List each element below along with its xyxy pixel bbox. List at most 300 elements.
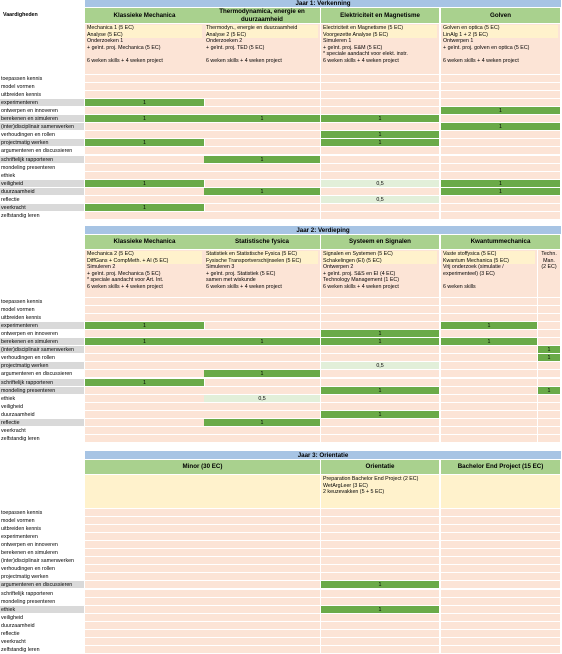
course-line: + geïnt. proj. Mechanica (5 EC) bbox=[87, 44, 161, 51]
course-lines bbox=[206, 25, 318, 65]
skill-label: model vormen bbox=[0, 306, 85, 314]
matrix-cell bbox=[85, 403, 205, 411]
course-line: 6 weken skills + 4 weken project bbox=[323, 58, 399, 65]
course-line: + geïnt. proj. S&S en EI (4 EC) bbox=[323, 270, 396, 277]
matrix-cell bbox=[204, 91, 321, 99]
course-line: 6 weken skills + 4 weken project bbox=[443, 58, 519, 65]
skill-mark: 1 bbox=[538, 346, 561, 354]
matrix-cell bbox=[441, 306, 538, 314]
course-line: + geïnt. proj. Mechanica (5 EC) bbox=[87, 270, 161, 277]
skill-label: berekenen en simuleren bbox=[0, 549, 85, 557]
course-line: Onderzoeken 2 bbox=[206, 38, 243, 45]
matrix-cell bbox=[85, 525, 321, 533]
matrix-cell bbox=[321, 435, 440, 443]
matrix-cell bbox=[85, 533, 321, 541]
skill-label: berekenen en simuleren bbox=[0, 338, 85, 346]
course-line: Analyse (5 EC) bbox=[87, 32, 202, 39]
course-line: Signalen en Systemen (5 EC) bbox=[323, 251, 437, 258]
matrix-cell bbox=[321, 573, 440, 581]
matrix-cell bbox=[85, 354, 205, 362]
matrix-cell bbox=[321, 75, 440, 83]
matrix-cell bbox=[85, 573, 321, 581]
skill-label: toepassen kennis bbox=[0, 298, 85, 306]
matrix-cell bbox=[441, 598, 561, 606]
matrix-cell bbox=[441, 370, 538, 378]
course-details bbox=[85, 24, 205, 75]
course-line: Statistiek en Statistische Fysica (5 EC) bbox=[206, 251, 318, 258]
matrix-cell bbox=[321, 557, 440, 565]
matrix-cell bbox=[85, 370, 205, 378]
skill-label: berekenen en simuleren bbox=[0, 115, 85, 123]
skill-label: experimenteren bbox=[0, 533, 85, 541]
matrix-cell bbox=[204, 172, 321, 180]
matrix-cell bbox=[85, 411, 205, 419]
matrix-cell bbox=[321, 370, 440, 378]
matrix-cell bbox=[441, 99, 561, 107]
course-lines bbox=[443, 25, 558, 65]
matrix-cell bbox=[321, 419, 440, 427]
course-side-line: Man. bbox=[543, 257, 555, 264]
matrix-cell bbox=[204, 306, 321, 314]
matrix-cell bbox=[441, 164, 561, 172]
matrix-cell bbox=[321, 83, 440, 91]
course-details bbox=[204, 250, 321, 298]
matrix-cell bbox=[321, 549, 440, 557]
matrix-cell bbox=[441, 330, 538, 338]
skill-mark: 1 bbox=[321, 115, 440, 123]
skill-mark: 1 bbox=[204, 370, 321, 378]
course-details bbox=[441, 250, 538, 298]
matrix-cell bbox=[441, 614, 561, 622]
skill-label: verhoudingen en rollen bbox=[0, 565, 85, 573]
skill-mark: 1 bbox=[321, 411, 440, 419]
skill-mark: 1 bbox=[441, 107, 561, 115]
matrix-cell bbox=[321, 164, 440, 172]
skill-label: veerkracht bbox=[0, 204, 85, 212]
matrix-cell bbox=[321, 590, 440, 598]
course-line: Vrij onderzoek (simulatie / bbox=[443, 264, 504, 271]
skill-label: toepassen kennis bbox=[0, 75, 85, 83]
skill-label: (inter)disciplinair samenwerken bbox=[0, 557, 85, 565]
skill-label: model vormen bbox=[0, 83, 85, 91]
skill-mark: 1 bbox=[441, 123, 561, 131]
skill-label: schriftelijk rapporteren bbox=[0, 590, 85, 598]
matrix-cell bbox=[321, 525, 440, 533]
matrix-cell bbox=[85, 107, 205, 115]
matrix-cell bbox=[538, 322, 561, 330]
matrix-cell bbox=[321, 306, 440, 314]
matrix-cell bbox=[85, 549, 321, 557]
matrix-cell bbox=[441, 606, 561, 614]
skill-label: duurzaamheid bbox=[0, 188, 85, 196]
skill-mark: 1 bbox=[441, 180, 561, 188]
matrix-cell bbox=[85, 188, 205, 196]
course-line: Voorgezette Analyse (5 EC) bbox=[323, 32, 437, 39]
course-line: WetArgLeer (3 EC) bbox=[323, 482, 368, 489]
matrix-cell bbox=[441, 147, 561, 155]
course-line: Schakelingen (EI) (5 EC) bbox=[323, 258, 437, 265]
matrix-cell bbox=[85, 435, 205, 443]
skill-mark: 1 bbox=[321, 139, 440, 147]
matrix-cell bbox=[85, 606, 321, 614]
matrix-cell bbox=[85, 362, 205, 370]
matrix-cell bbox=[85, 164, 205, 172]
skill-mark: 1 bbox=[204, 115, 321, 123]
skill-label: ontwerpen en innoveren bbox=[0, 330, 85, 338]
matrix-cell bbox=[321, 298, 440, 306]
matrix-cell bbox=[85, 212, 205, 220]
matrix-cell bbox=[85, 419, 205, 427]
course-details bbox=[85, 475, 321, 509]
matrix-cell bbox=[538, 379, 561, 387]
column-header: Golven bbox=[441, 8, 561, 24]
course-lines bbox=[323, 25, 437, 65]
matrix-cell bbox=[538, 419, 561, 427]
matrix-cell bbox=[441, 646, 561, 654]
matrix-cell bbox=[321, 346, 440, 354]
course-line: 6 weken skills + 4 weken project bbox=[87, 284, 163, 291]
skill-mark: 1 bbox=[85, 115, 205, 123]
column-header: Klassieke Mechanica bbox=[85, 235, 205, 250]
matrix-cell bbox=[441, 427, 538, 435]
course-lines bbox=[323, 476, 437, 496]
skill-mark: 0,5 bbox=[321, 362, 440, 370]
skill-label: reflectie bbox=[0, 630, 85, 638]
course-line: + geïnt. proj. golven en optica (5 EC) bbox=[443, 44, 530, 51]
skill-mark: 1 bbox=[321, 387, 440, 395]
column-header: Statistische fysica bbox=[204, 235, 321, 250]
course-line: + geïnt. proj. TED (5 EC) bbox=[206, 44, 265, 51]
course-side-line: (2 EC) bbox=[541, 264, 557, 271]
matrix-cell bbox=[85, 565, 321, 573]
matrix-cell bbox=[204, 164, 321, 172]
matrix-cell bbox=[321, 541, 440, 549]
matrix-cell bbox=[85, 509, 321, 517]
matrix-cell bbox=[204, 99, 321, 107]
matrix-cell bbox=[321, 188, 440, 196]
course-line: Technology Management (1 EC) bbox=[323, 277, 399, 284]
matrix-cell bbox=[85, 314, 205, 322]
matrix-cell bbox=[441, 541, 561, 549]
column-header: Bachelor End Project (15 EC) bbox=[441, 460, 561, 475]
matrix-cell bbox=[538, 395, 561, 403]
matrix-cell bbox=[441, 403, 538, 411]
skill-mark: 1 bbox=[441, 188, 561, 196]
matrix-cell bbox=[85, 330, 205, 338]
matrix-cell bbox=[321, 517, 440, 525]
matrix-cell bbox=[441, 533, 561, 541]
skill-label: uitbreiden kennis bbox=[0, 314, 85, 322]
skill-label: schriftelijk rapporteren bbox=[0, 156, 85, 164]
matrix-cell bbox=[441, 314, 538, 322]
skill-mark: 1 bbox=[321, 330, 440, 338]
matrix-cell bbox=[321, 646, 440, 654]
skill-label: (inter)disciplinair samenwerken bbox=[0, 123, 85, 131]
skill-mark: 1 bbox=[85, 322, 205, 330]
course-lines bbox=[443, 251, 535, 291]
matrix-cell bbox=[538, 314, 561, 322]
skill-label: duurzaamheid bbox=[0, 411, 85, 419]
matrix-cell bbox=[538, 435, 561, 443]
matrix-cell bbox=[441, 298, 538, 306]
label-column-header bbox=[0, 226, 85, 298]
matrix-cell bbox=[85, 395, 205, 403]
matrix-cell bbox=[85, 541, 321, 549]
matrix-cell bbox=[441, 75, 561, 83]
skill-mark: 1 bbox=[204, 419, 321, 427]
course-details bbox=[321, 250, 440, 298]
matrix-cell bbox=[85, 131, 205, 139]
skill-label: mondeling presenteren bbox=[0, 164, 85, 172]
matrix-cell bbox=[538, 411, 561, 419]
skill-label: projectmatig werken bbox=[0, 573, 85, 581]
skill-label: uitbreiden kennis bbox=[0, 91, 85, 99]
matrix-cell bbox=[441, 557, 561, 565]
course-line: samen met wiskunde bbox=[206, 277, 256, 284]
column-header: Klassieke Mechanica bbox=[85, 8, 205, 24]
skill-mark: 1 bbox=[85, 204, 205, 212]
course-line bbox=[87, 51, 202, 58]
course-line bbox=[206, 51, 318, 58]
matrix-cell bbox=[321, 509, 440, 517]
column-header: Orientatie bbox=[321, 460, 440, 475]
skill-mark: 1 bbox=[321, 131, 440, 139]
skill-label: reflectie bbox=[0, 196, 85, 204]
course-line: Kwantum Mechanica (5 EC) bbox=[443, 258, 535, 265]
course-line: 6 weken skills + 4 weken project bbox=[323, 284, 399, 291]
matrix-cell bbox=[441, 91, 561, 99]
course-line: DiffGans + CompMeth. + AI (5 EC) bbox=[87, 258, 202, 265]
matrix-cell bbox=[538, 427, 561, 435]
course-line: 6 weken skills bbox=[443, 284, 476, 291]
matrix-cell bbox=[441, 525, 561, 533]
course-line: 6 weken skills + 4 weken project bbox=[87, 58, 163, 65]
matrix-cell bbox=[441, 362, 538, 370]
matrix-cell bbox=[85, 630, 321, 638]
skill-label: zelfstandig leren bbox=[0, 435, 85, 443]
matrix-cell bbox=[441, 212, 561, 220]
course-line: Vaste stoffysica (5 EC) bbox=[443, 251, 535, 258]
matrix-cell bbox=[441, 346, 538, 354]
skill-mark: 1 bbox=[321, 606, 440, 614]
matrix-cell bbox=[441, 630, 561, 638]
matrix-cell bbox=[321, 156, 440, 164]
course-lines bbox=[87, 25, 202, 65]
matrix-cell bbox=[441, 172, 561, 180]
skill-mark: 1 bbox=[441, 338, 538, 346]
year-title: Jaar 1: Verkenning bbox=[85, 0, 562, 8]
vaardigheden-label: Vaardigheden bbox=[3, 12, 83, 20]
matrix-cell bbox=[85, 123, 205, 131]
matrix-cell bbox=[321, 123, 440, 131]
course-line: * speciale aandacht voor Art. Int. bbox=[87, 277, 164, 284]
course-side-line: Techn. bbox=[541, 251, 557, 257]
course-line: experimenteel) (3 EC) bbox=[443, 270, 495, 277]
matrix-cell bbox=[204, 196, 321, 204]
matrix-cell bbox=[204, 362, 321, 370]
course-line bbox=[443, 277, 535, 284]
matrix-cell bbox=[441, 395, 538, 403]
matrix-cell bbox=[85, 622, 321, 630]
skill-mark: 1 bbox=[85, 180, 205, 188]
skill-label: verhoudingen en rollen bbox=[0, 354, 85, 362]
skill-label: mondeling presenteren bbox=[0, 598, 85, 606]
matrix-cell bbox=[204, 298, 321, 306]
course-line: Simuleren 2 bbox=[87, 264, 116, 271]
matrix-cell bbox=[441, 549, 561, 557]
skill-label: ethiek bbox=[0, 395, 85, 403]
matrix-cell bbox=[321, 99, 440, 107]
skill-label: veerkracht bbox=[0, 638, 85, 646]
matrix-cell bbox=[321, 204, 440, 212]
matrix-cell bbox=[85, 156, 205, 164]
matrix-cell bbox=[85, 147, 205, 155]
course-details bbox=[441, 475, 561, 509]
matrix-cell bbox=[204, 75, 321, 83]
matrix-cell bbox=[204, 411, 321, 419]
course-line: Thermodyn., energie en duurzaamheid bbox=[206, 25, 318, 32]
matrix-cell bbox=[85, 172, 205, 180]
skill-label: argumenteren en discussieren bbox=[0, 147, 85, 155]
matrix-cell bbox=[321, 147, 440, 155]
matrix-cell bbox=[85, 387, 205, 395]
skill-mark: 1 bbox=[85, 139, 205, 147]
skill-label: veiligheid bbox=[0, 180, 85, 188]
matrix-cell bbox=[538, 403, 561, 411]
year-title: Jaar 3: Orientatie bbox=[85, 451, 562, 460]
skill-mark: 1 bbox=[441, 322, 538, 330]
skill-label: reflectie bbox=[0, 419, 85, 427]
matrix-cell bbox=[204, 346, 321, 354]
matrix-cell bbox=[321, 322, 440, 330]
matrix-cell bbox=[321, 565, 440, 573]
skill-label: mondeling presenteren bbox=[0, 387, 85, 395]
matrix-cell bbox=[85, 557, 321, 565]
matrix-cell bbox=[85, 581, 321, 589]
skill-label: veiligheid bbox=[0, 403, 85, 411]
course-line: Mechanica 2 (5 EC) bbox=[87, 251, 202, 258]
matrix-cell bbox=[321, 427, 440, 435]
course-details bbox=[321, 475, 440, 509]
matrix-cell bbox=[441, 581, 561, 589]
matrix-cell bbox=[85, 614, 321, 622]
column-header: Minor (30 EC) bbox=[85, 460, 321, 475]
matrix-cell bbox=[204, 387, 321, 395]
skill-mark: 1 bbox=[85, 379, 205, 387]
matrix-cell bbox=[321, 622, 440, 630]
skill-label: model vormen bbox=[0, 517, 85, 525]
course-lines bbox=[87, 251, 202, 291]
matrix-cell bbox=[204, 314, 321, 322]
matrix-cell bbox=[204, 435, 321, 443]
matrix-cell bbox=[204, 107, 321, 115]
matrix-cell bbox=[441, 196, 561, 204]
course-lines bbox=[206, 251, 318, 291]
course-details bbox=[204, 24, 321, 75]
course-line: Mechanica 1 (5 EC) bbox=[87, 25, 202, 32]
matrix-cell bbox=[441, 379, 538, 387]
matrix-cell bbox=[321, 614, 440, 622]
skill-label: argumenteren en discussieren bbox=[0, 581, 85, 589]
matrix-cell bbox=[85, 91, 205, 99]
matrix-cell bbox=[441, 517, 561, 525]
matrix-cell bbox=[441, 509, 561, 517]
matrix-cell bbox=[441, 354, 538, 362]
matrix-cell bbox=[441, 411, 538, 419]
matrix-cell bbox=[321, 314, 440, 322]
skill-label: zelfstandig leren bbox=[0, 646, 85, 654]
matrix-cell bbox=[321, 395, 440, 403]
course-line: 2 keuzevakken (5 + 5 EC) bbox=[323, 489, 385, 496]
matrix-cell bbox=[204, 83, 321, 91]
course-line: Electriciteit en Magnetisme (5 EC) bbox=[323, 25, 437, 32]
skill-label: schriftelijk rapporteren bbox=[0, 379, 85, 387]
matrix-cell bbox=[441, 590, 561, 598]
course-line: * speciale aandacht voor elekt. instr. bbox=[323, 51, 408, 58]
skill-mark: 0,5 bbox=[321, 180, 440, 188]
matrix-cell bbox=[204, 354, 321, 362]
matrix-cell bbox=[85, 75, 205, 83]
matrix-cell bbox=[538, 298, 561, 306]
matrix-cell bbox=[204, 123, 321, 131]
skill-label: ontwerpen en innoveren bbox=[0, 107, 85, 115]
matrix-cell bbox=[321, 598, 440, 606]
course-line: Simuleren 3 bbox=[206, 264, 235, 271]
matrix-cell bbox=[441, 131, 561, 139]
matrix-cell bbox=[85, 83, 205, 91]
course-line: Onderzoeken 1 bbox=[87, 38, 124, 45]
skill-mark: 0,5 bbox=[204, 395, 321, 403]
matrix-cell bbox=[85, 638, 321, 646]
course-line: Analyse 2 (5 EC) bbox=[206, 32, 318, 39]
matrix-cell bbox=[441, 622, 561, 630]
matrix-cell bbox=[85, 646, 321, 654]
matrix-cell bbox=[321, 533, 440, 541]
skill-mark: 1 bbox=[204, 188, 321, 196]
matrix-cell bbox=[85, 298, 205, 306]
matrix-cell bbox=[538, 330, 561, 338]
skill-mark: 0,5 bbox=[321, 196, 440, 204]
course-line: Ontwerpen 2 bbox=[323, 264, 354, 271]
matrix-cell bbox=[441, 565, 561, 573]
matrix-cell bbox=[441, 156, 561, 164]
skill-label: verhoudingen en rollen bbox=[0, 131, 85, 139]
skill-label: uitbreiden kennis bbox=[0, 525, 85, 533]
course-line: Fysische Transportverschijnselen (5 EC) bbox=[206, 258, 318, 265]
matrix-cell bbox=[538, 370, 561, 378]
matrix-cell bbox=[85, 427, 205, 435]
course-line: Ontwerpen 1 bbox=[443, 38, 474, 45]
course-line: Preparation Bachelor End Project (2 EC) bbox=[323, 476, 419, 482]
course-line: + geïnt. proj. Statistiek (5 EC) bbox=[206, 270, 276, 277]
skill-label: duurzaamheid bbox=[0, 622, 85, 630]
column-header: Thermodynamica, energie en duurzaamheid bbox=[204, 8, 321, 24]
matrix-cell bbox=[204, 330, 321, 338]
skill-label: experimenteren bbox=[0, 99, 85, 107]
skill-mark: 1 bbox=[538, 354, 561, 362]
column-header: Kwantummechanica bbox=[441, 235, 561, 250]
course-line: Golven en optica (5 EC) bbox=[443, 25, 558, 32]
skill-label: zelfstandig leren bbox=[0, 212, 85, 220]
matrix-cell bbox=[441, 387, 538, 395]
skill-mark: 1 bbox=[538, 387, 561, 395]
matrix-cell bbox=[321, 354, 440, 362]
matrix-cell bbox=[441, 419, 538, 427]
matrix-cell bbox=[85, 598, 321, 606]
skill-label: toepassen kennis bbox=[0, 509, 85, 517]
skill-label: argumenteren en discussieren bbox=[0, 370, 85, 378]
matrix-cell bbox=[204, 427, 321, 435]
